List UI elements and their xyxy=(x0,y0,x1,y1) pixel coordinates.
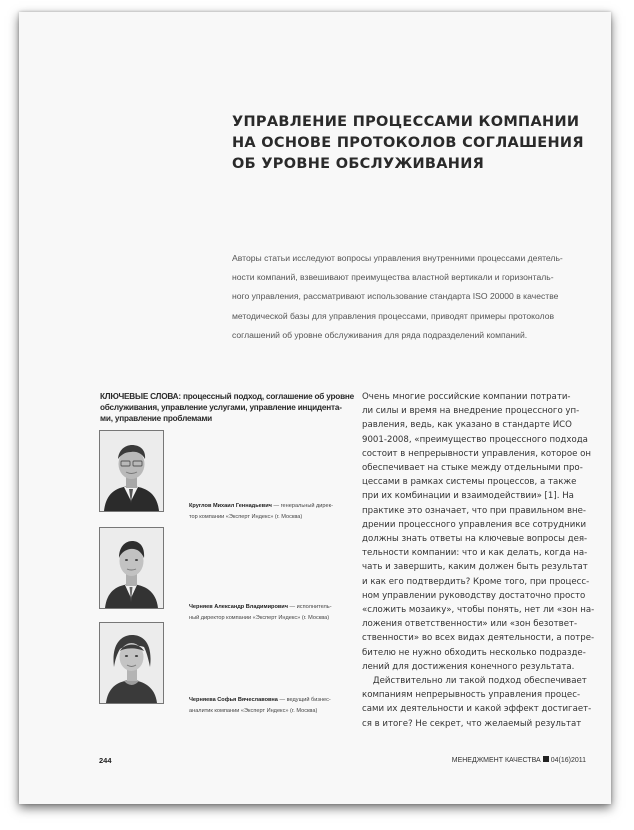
body-line: состоит в непрерывности управления, которое он xyxy=(362,448,592,459)
body-line: тельности компании: что и как делать, когда на- xyxy=(362,548,588,559)
portrait-image xyxy=(100,431,163,511)
abstract-line: ного управления, рассматривают использование стандарта ISO 20000 в качестве xyxy=(232,291,559,302)
body-line: 9001-2008, «преимущество процессного подхода xyxy=(362,434,588,445)
title-line: УПРАВЛЕНИЕ ПРОЦЕССАМИ КОМПАНИИ xyxy=(232,114,580,130)
body-line: Действительно ли такой подход обеспечивает xyxy=(362,676,587,687)
author-name: Круглов Михаил Геннадьевич xyxy=(189,503,272,509)
author-role: аналитик компании «Эксперт Индекс» (г. Москва) xyxy=(189,707,318,714)
body-line: при их комбинации и взаимодействии» [1]. На xyxy=(362,491,574,502)
body-line: и как его подтвердить? Кроме того, при процесс- xyxy=(362,576,590,587)
body-line: сами их деятельности и какой эффект достигает- xyxy=(362,704,592,715)
issue-number: 04(16)2011 xyxy=(550,757,586,764)
body-line: ли силы и время на внедрение процессного уп- xyxy=(362,406,580,417)
abstract-line: ности компаний, взвешивают преимущества властной вертикали и горизонталь- xyxy=(232,272,554,283)
body-line: ственности» во всех видах деятельности, а потре- xyxy=(362,633,595,644)
title-line: НА ОСНОВЕ ПРОТОКОЛОВ СОГЛАШЕНИЯ xyxy=(232,135,584,151)
keywords-text: процессный подход, соглашение об уровне xyxy=(180,392,355,401)
square-bullet-icon xyxy=(543,756,549,762)
title-line: ОБ УРОВНЕ ОБСЛУЖИВАНИЯ xyxy=(232,156,485,172)
author-role: — генеральный дирек- xyxy=(271,503,333,509)
body-line: компаниям непрерывность управления процес- xyxy=(362,690,581,701)
body-line: практике это означает, что при правильном вне- xyxy=(362,505,587,516)
article-body xyxy=(362,390,612,731)
body-line: лений для достижения конечного результата. xyxy=(362,661,575,672)
keywords-block xyxy=(100,391,355,425)
body-line: дрении процессного управления все сотрудники xyxy=(362,519,587,530)
portrait-image xyxy=(100,623,163,703)
journal-footer xyxy=(452,756,586,764)
body-line: равления, ведь, как указано в стандарте ИСО xyxy=(362,420,572,431)
body-line: Очень многие российские компании потрати- xyxy=(362,392,571,402)
journal-page xyxy=(19,12,611,804)
author-role: — исполнитель- xyxy=(287,604,332,610)
abstract-line: Авторы статьи исследуют вопросы управления внутренними процессами деятель- xyxy=(232,253,563,263)
body-line: ном управлении руководству достаточно просто xyxy=(362,590,586,601)
author-photo-chernyaeva xyxy=(99,622,164,704)
article-title xyxy=(232,112,592,175)
body-line: ложения ответственности» или «зон безответ- xyxy=(362,619,578,630)
author-name: Черняев Александр Владимирович xyxy=(189,604,288,610)
author-photo-chernyaev xyxy=(99,527,164,609)
body-line: цессами в рамках системы процессов, а также xyxy=(362,477,577,488)
article-abstract xyxy=(232,249,610,345)
abstract-line: методической базы для управления процессами, приводят примеры протоколов xyxy=(232,310,555,321)
body-line: обеспечивает на стыке между отдельными про- xyxy=(362,463,583,474)
keywords-text: обслуживания, управление услугами, управление инцидента- xyxy=(100,403,342,413)
author-role: ный директор компании «Эксперт Индекс» (г. Москва) xyxy=(189,614,330,621)
page-number: 244 xyxy=(99,756,112,765)
body-line: «сложить мозаику», чтобы понять, нет ли «зон на- xyxy=(362,605,595,616)
body-line: должны знать ответы на ключевые вопросы дея- xyxy=(362,534,588,545)
abstract-line: соглашений об уровне обслуживания для ряда подразделений компаний. xyxy=(232,329,528,340)
author-name: Черняева Софья Вячеславовна xyxy=(189,697,278,703)
author-role: тор компании «Эксперт Индекс» (г. Москва) xyxy=(189,513,303,520)
keywords-text: ми, управление проблемами xyxy=(100,414,213,424)
body-line: ся в итоге? Не секрет, что желаемый результат xyxy=(362,718,582,729)
portrait-image xyxy=(100,528,163,608)
author-chernyaeva xyxy=(189,695,359,716)
body-line: чать и завершить, каким должен быть результат xyxy=(362,562,588,573)
author-photo-kruglov xyxy=(99,430,164,512)
keywords-label: КЛЮЧЕВЫЕ СЛОВА: xyxy=(100,392,181,401)
author-chernyaev xyxy=(189,602,359,623)
author-role: — ведущий бизнес- xyxy=(277,697,331,703)
journal-name: МЕНЕДЖМЕНТ КАЧЕСТВА xyxy=(451,757,541,764)
author-kruglov xyxy=(189,501,359,522)
body-line: бителю не нужно обходить несколько подразде- xyxy=(362,647,586,658)
